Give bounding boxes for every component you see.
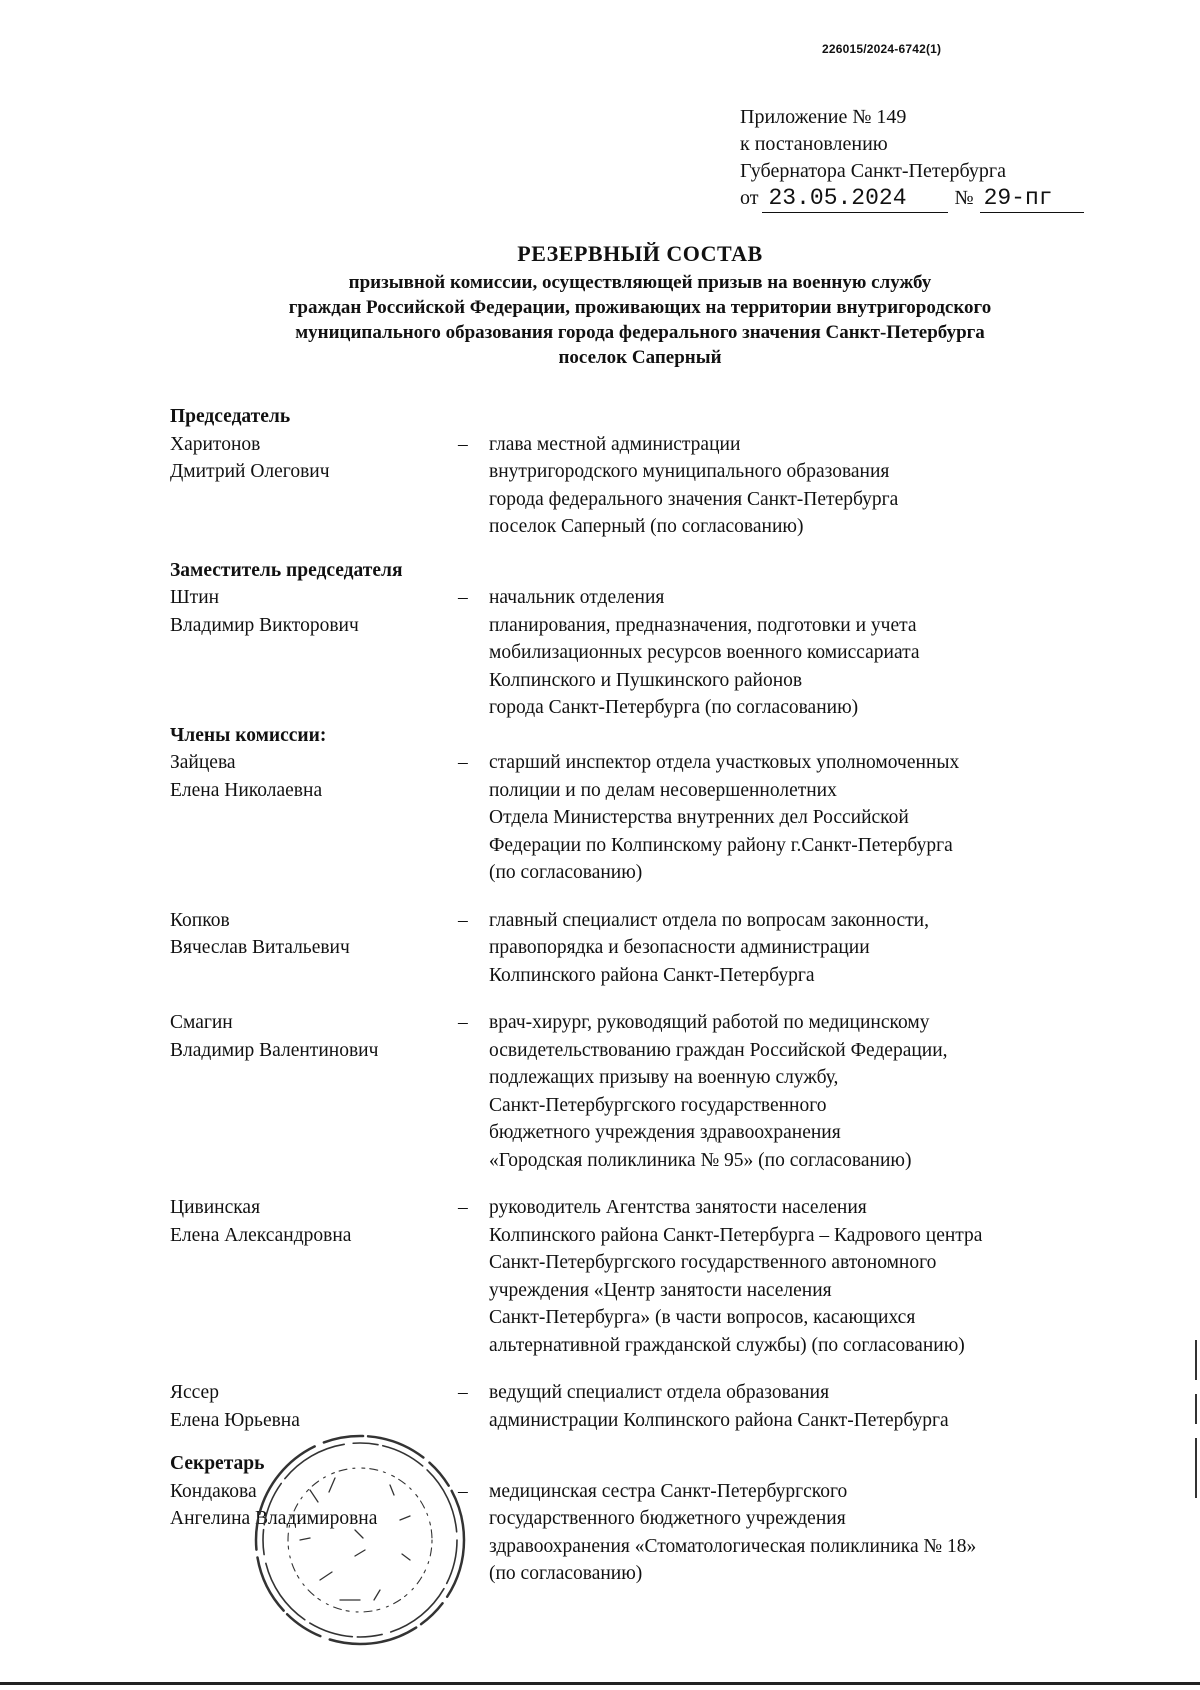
position-line: Колпинского района Санкт-Петербурга – Кадрового центра <box>489 1224 983 1246</box>
date-prefix: от <box>740 187 759 209</box>
member-given-names: Елена Александровна <box>170 1224 352 1246</box>
commission-roster <box>170 403 1125 1588</box>
subtitle-line: поселок Саперный <box>558 347 722 368</box>
member-given-names: Ангелина Владимировна <box>170 1508 378 1529</box>
position-line: главный специалист отдела по вопросам законности, <box>489 909 929 931</box>
position-line: Санкт-Петербурга» (в части вопросов, касающихся <box>489 1307 916 1328</box>
member-surname: Смагин <box>170 1012 233 1033</box>
member-entry <box>170 1009 1125 1174</box>
member-surname: Яссер <box>170 1382 219 1403</box>
member-name <box>170 431 458 541</box>
page-bottom-border <box>0 1682 1200 1685</box>
member-name <box>170 749 458 887</box>
appendix-issuer: Губернатора Санкт-Петербурга <box>740 160 1006 182</box>
member-given-names: Елена Юрьевна <box>170 1409 300 1431</box>
member-entry <box>170 907 1125 990</box>
position-line: глава местной администрации <box>489 433 741 455</box>
member-position <box>489 1194 1125 1359</box>
role-heading-deputy: Заместитель председателя <box>170 559 403 581</box>
position-line: подлежащих призыву на военную службу, <box>489 1067 839 1088</box>
appendix-reference: к постановлению <box>740 133 888 155</box>
member-given-names: Дмитрий Олегович <box>170 461 330 482</box>
position-line: ведущий специалист отдела образования <box>489 1382 830 1403</box>
position-line: Отдела Министерства внутренних дел Российской <box>489 807 909 828</box>
member-position <box>489 907 1125 990</box>
appendix-number: Приложение № 149 <box>740 106 907 128</box>
member-surname: Штин <box>170 587 220 608</box>
member-given-names: Вячеслав Витальевич <box>170 937 350 958</box>
role-heading-chairman: Председатель <box>170 406 291 427</box>
member-entry <box>170 1379 1125 1434</box>
position-line: альтернативной гражданской службы) (по согласованию) <box>489 1334 965 1356</box>
position-line: Колпинского района Санкт-Петербурга <box>489 964 815 986</box>
position-line: Колпинского и Пушкинского районов <box>489 669 803 691</box>
position-line: учреждения «Центр занятости населения <box>489 1279 832 1301</box>
member-position <box>489 584 1125 722</box>
member-name <box>170 1009 458 1174</box>
dash-separator: – <box>458 752 468 773</box>
member-name <box>170 584 458 722</box>
position-line: бюджетного учреждения здравоохранения <box>489 1122 841 1143</box>
subtitle-line: граждан Российской Федерации, проживающих на территории внутригородского <box>288 297 992 318</box>
position-line: старший инспектор отдела участковых уполномоченных <box>489 752 960 773</box>
dash-separator: – <box>458 587 468 608</box>
role-heading-secretary: Секретарь <box>170 1453 265 1474</box>
document-heading <box>150 238 1130 370</box>
decree-date: 23.05.2024 <box>762 185 948 213</box>
dash-separator: – <box>458 1012 468 1033</box>
position-line: руководитель Агентства занятости населения <box>489 1197 867 1218</box>
seal-outer-ring <box>256 1436 464 1644</box>
member-position <box>489 749 1125 887</box>
dash-separator: – <box>458 1480 468 1502</box>
member-position <box>489 1379 1125 1434</box>
position-line: города федерального значения Санкт-Петербурга <box>489 488 899 510</box>
position-line: (по согласованию) <box>489 1563 643 1584</box>
member-surname: Кондакова <box>170 1480 257 1502</box>
seal-middle-ring <box>263 1443 457 1637</box>
position-line: освидетельствованию граждан Российской Федерации, <box>489 1039 948 1061</box>
appendix-date-line <box>740 185 1084 213</box>
position-line: поселок Саперный (по согласованию) <box>489 516 804 537</box>
member-entry <box>170 1194 1125 1359</box>
decree-number: 29-пг <box>980 185 1084 213</box>
role-heading-members: Члены комиссии: <box>170 724 327 746</box>
member-name <box>170 907 458 990</box>
position-line: «Городская поликлиника № 95» (по согласованию) <box>489 1149 912 1171</box>
position-line: медицинская сестра Санкт-Петербургского <box>489 1480 848 1502</box>
member-given-names: Владимир Викторович <box>170 614 359 636</box>
position-line: мобилизационных ресурсов военного комиссариата <box>489 642 920 663</box>
position-line: администрации Колпинского района Санкт-Петербурга <box>489 1409 949 1431</box>
position-line: Санкт-Петербургского государственного автономного <box>489 1252 937 1273</box>
member-given-names: Владимир Валентинович <box>170 1039 379 1061</box>
position-line: полиции и по делам несовершеннолетних <box>489 779 837 801</box>
position-line: (по согласованию) <box>489 862 643 883</box>
member-entry <box>170 431 1125 541</box>
member-surname: Цивинская <box>170 1197 261 1218</box>
scan-edge-marks <box>1195 1340 1197 1512</box>
member-name <box>170 1194 458 1359</box>
position-line: внутригородского муниципального образования <box>489 461 890 482</box>
member-given-names: Елена Николаевна <box>170 779 323 801</box>
document-title: РЕЗЕРВНЫЙ СОСТАВ <box>517 241 763 266</box>
registration-number: 226015/2024-6742(1) <box>822 42 942 56</box>
subtitle-line: призывной комиссии, осуществляющей призыв на военную службу <box>348 272 932 293</box>
member-name <box>170 1379 458 1434</box>
official-seal-stamp <box>240 1430 480 1660</box>
subtitle-line: муниципального образования города федерального значения Санкт-Петербурга <box>295 322 985 343</box>
member-surname: Зайцева <box>170 752 236 773</box>
position-line: начальник отделения <box>489 587 665 608</box>
member-entry <box>170 584 1125 722</box>
number-prefix: № <box>954 187 974 209</box>
member-position <box>489 431 1125 541</box>
position-line: врач-хирург, руководящий работой по медицинскому <box>489 1012 930 1033</box>
position-line: здравоохранения «Стоматологическая поликлиника № 18» <box>489 1535 977 1557</box>
seal-emblem-trace <box>300 1478 410 1600</box>
member-position <box>489 1009 1125 1174</box>
member-position <box>489 1478 1125 1588</box>
dash-separator: – <box>458 1382 468 1403</box>
position-line: города Санкт-Петербурга (по согласованию) <box>489 697 859 718</box>
position-line: планирования, предназначения, подготовки и учета <box>489 614 917 636</box>
appendix-block <box>740 104 1084 213</box>
position-line: государственного бюджетного учреждения <box>489 1508 846 1529</box>
member-surname: Копков <box>170 909 230 931</box>
position-line: правопорядка и безопасности администрации <box>489 937 870 958</box>
position-line: Санкт-Петербургского государственного <box>489 1094 827 1116</box>
member-surname: Харитонов <box>170 433 261 455</box>
dash-separator: – <box>458 909 468 931</box>
dash-separator: – <box>458 433 468 455</box>
dash-separator: – <box>458 1197 468 1218</box>
position-line: Федерации по Колпинскому району г.Санкт-Петербурга <box>489 834 953 856</box>
member-entry <box>170 749 1125 887</box>
